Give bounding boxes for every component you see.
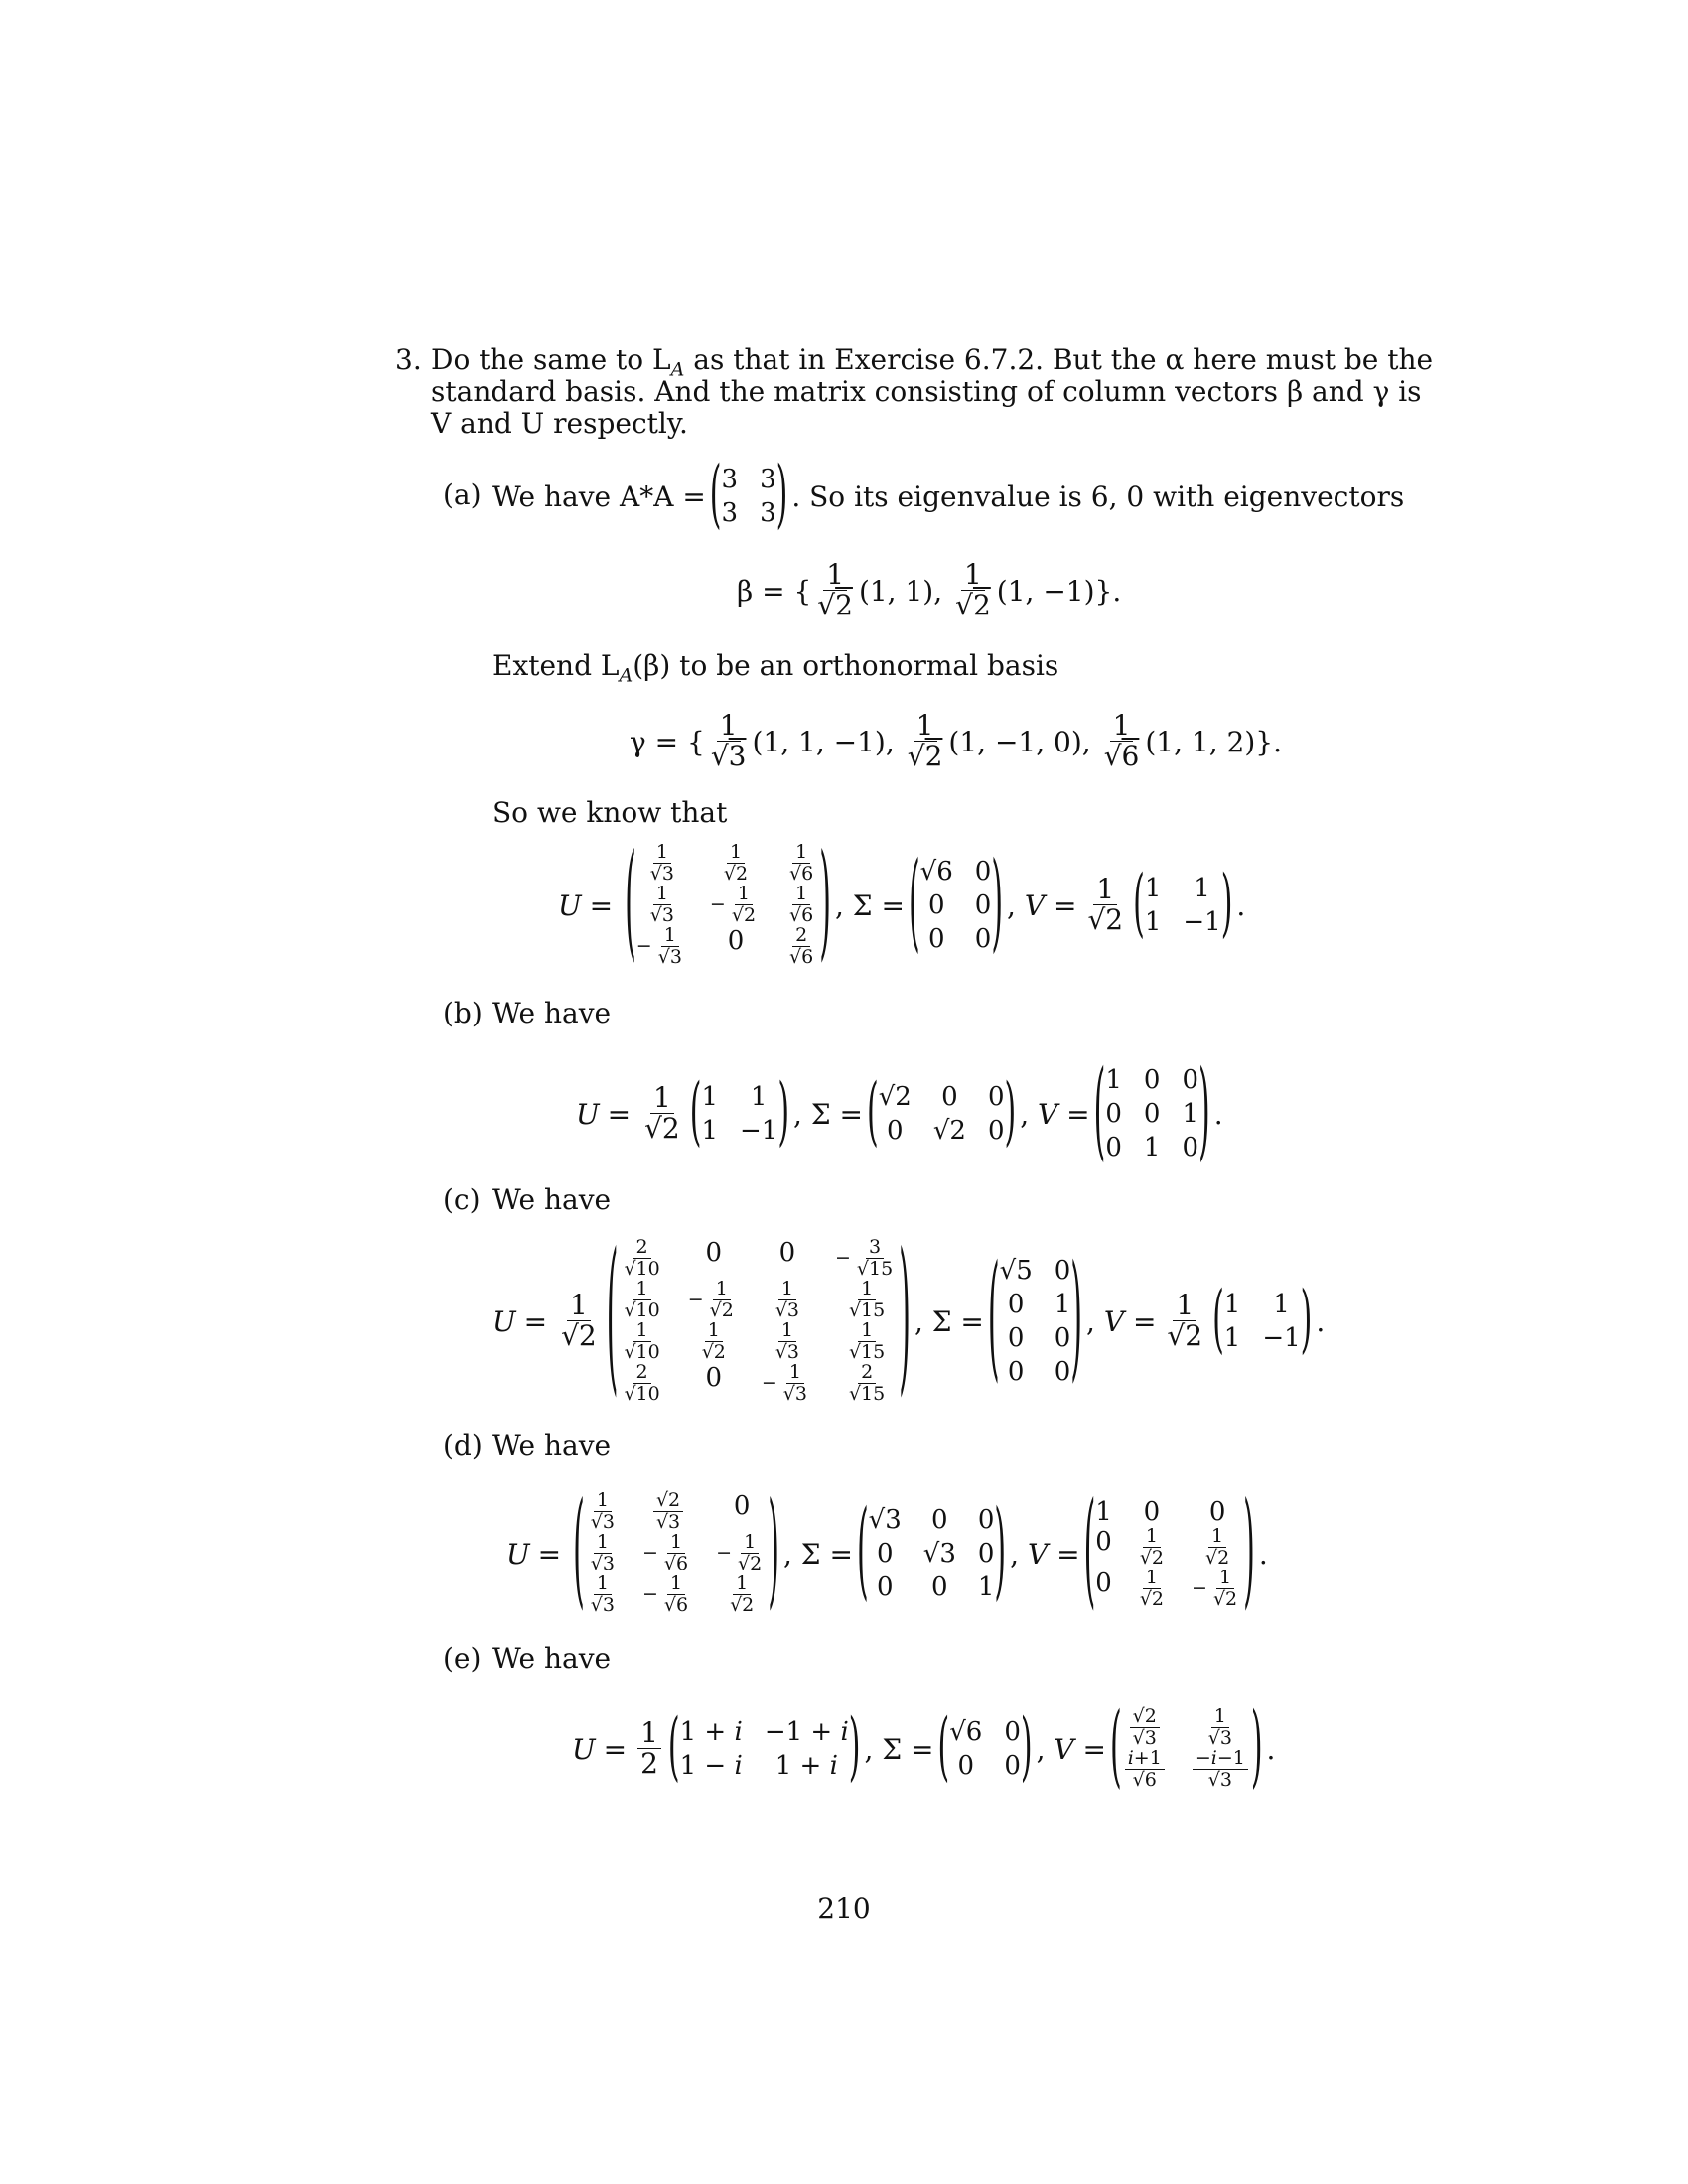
beta-equation: β = { $\frac{1}{√2}$ (1, 1), $\frac{1}{√2}$ (1, −1)}. xyxy=(737,558,1122,621)
ata-grid: 3 3 3 3 xyxy=(721,465,776,528)
so-we-know-text: So we know that xyxy=(492,796,728,829)
part-a-label: (a) xyxy=(443,478,482,511)
part-b-label: (b) xyxy=(443,997,483,1029)
problem-number: 3. xyxy=(395,343,422,376)
problem-line-2: standard basis. And the matrix consisting of column vectors β and γ is xyxy=(431,375,1422,408)
part-d-text: We have xyxy=(492,1430,612,1462)
part-e-svd: U = $\frac{1}{2}$ ( 1 + i −1 + i 1 − i 1 + i ) , Σ = ( √6 0 0 0 ) , V = ( $\frac{√2}{√3}$ $\frac{1}{√3}$ $\frac{i+1}{√6}$ $\frac{-i-1}{√3}$ ) . xyxy=(572,1696,1276,1800)
ata-matrix: ( 3 3 3 3 ) xyxy=(709,452,788,539)
gamma-equation: γ = { $\frac{1}{√3}$ (1, 1, −1), $\frac{1}{√2}$ (1, −1, 0), $\frac{1}{√6}$ (1, 1, 2)}. xyxy=(630,709,1282,772)
part-a-intro: We have A*A = ( 3 3 3 3 ) . So its eigenvalue is 6, 0 with eigenvectors xyxy=(492,452,1405,539)
part-d-label: (d) xyxy=(443,1430,483,1462)
part-b-svd: U = $\frac{1}{√2}$ ( 1 1 1 −1 ) , Σ = ( √2 0 0 0 √2 0 ) , V = ( 1 0 0 0 0 1 0 1 0 ) . xyxy=(576,1049,1223,1175)
part-b-text: We have xyxy=(492,997,612,1029)
page-number: 210 xyxy=(817,1892,871,1925)
part-e-text: We have xyxy=(492,1642,612,1675)
part-c-label: (c) xyxy=(443,1183,481,1216)
part-c-svd: U = $\frac{1}{√2}$ ( $\frac{2}{√10}$ 0 0 − $\frac{3}{√15}$ $\frac{1}{√10}$ − $\frac{1}{√2}$ $\frac{1}{√3}$ $\frac{1}{√15}$ $\frac{1}{√10}$ $\frac{1}{√2}$ $\frac{1}{√3}$ $\frac{1}{√15}$ $\frac{2}{√10}$ 0 − $\frac{1}{√3}$ $\frac{2}{√15}$ ) , Σ = ( √5 0 0 1 0 0 0 0 ) , V = $\frac{1}{√2}$ ( 1 1 1 −1 ) . xyxy=(492,1221,1326,1417)
part-d-svd: U = ( $\frac{1}{√3}$ $\frac{√2}{√3}$ 0 $\frac{1}{√3}$ − $\frac{1}{√6}$ − $\frac{1}{√2}$ $\frac{1}{√3}$ − $\frac{1}{√6}$ $\frac{1}{√2}$ ) , Σ = ( √3 0 0 0 √3 0 0 0 1 ) , V = ( 1 0 0 0 $\frac{1}{√2}$ $\frac{1}{√2}$ 0 $\frac{1}{√2}$ − $\frac{1}{√2}$ ) . xyxy=(506,1478,1268,1625)
problem-line-1: Do the same to $L_A$ as that in Exercise 6.7.2. But the α here must be the xyxy=(431,343,1434,381)
extend-text: Extend $L_A(\beta)$ to be an orthonormal basis xyxy=(492,649,1059,687)
problem-line-3: V and U respectly. xyxy=(431,407,688,440)
part-a-svd: U = ( $\frac{1}{√3}$ $\frac{1}{√2}$ $\frac{1}{√6}$ $\frac{1}{√3}$ − $\frac{1}{√2}$ $\frac{1}{√6}$ − $\frac{1}{√3}$ 0 $\frac{2}{√6}$ ) , Σ = ( √6 0 0 0 0 0 ) , V = $\frac{1}{√2}$ ( 1 1 1 −1 ) . xyxy=(558,830,1246,977)
part-e-label: (e) xyxy=(443,1642,482,1675)
part-c-text: We have xyxy=(492,1183,612,1216)
